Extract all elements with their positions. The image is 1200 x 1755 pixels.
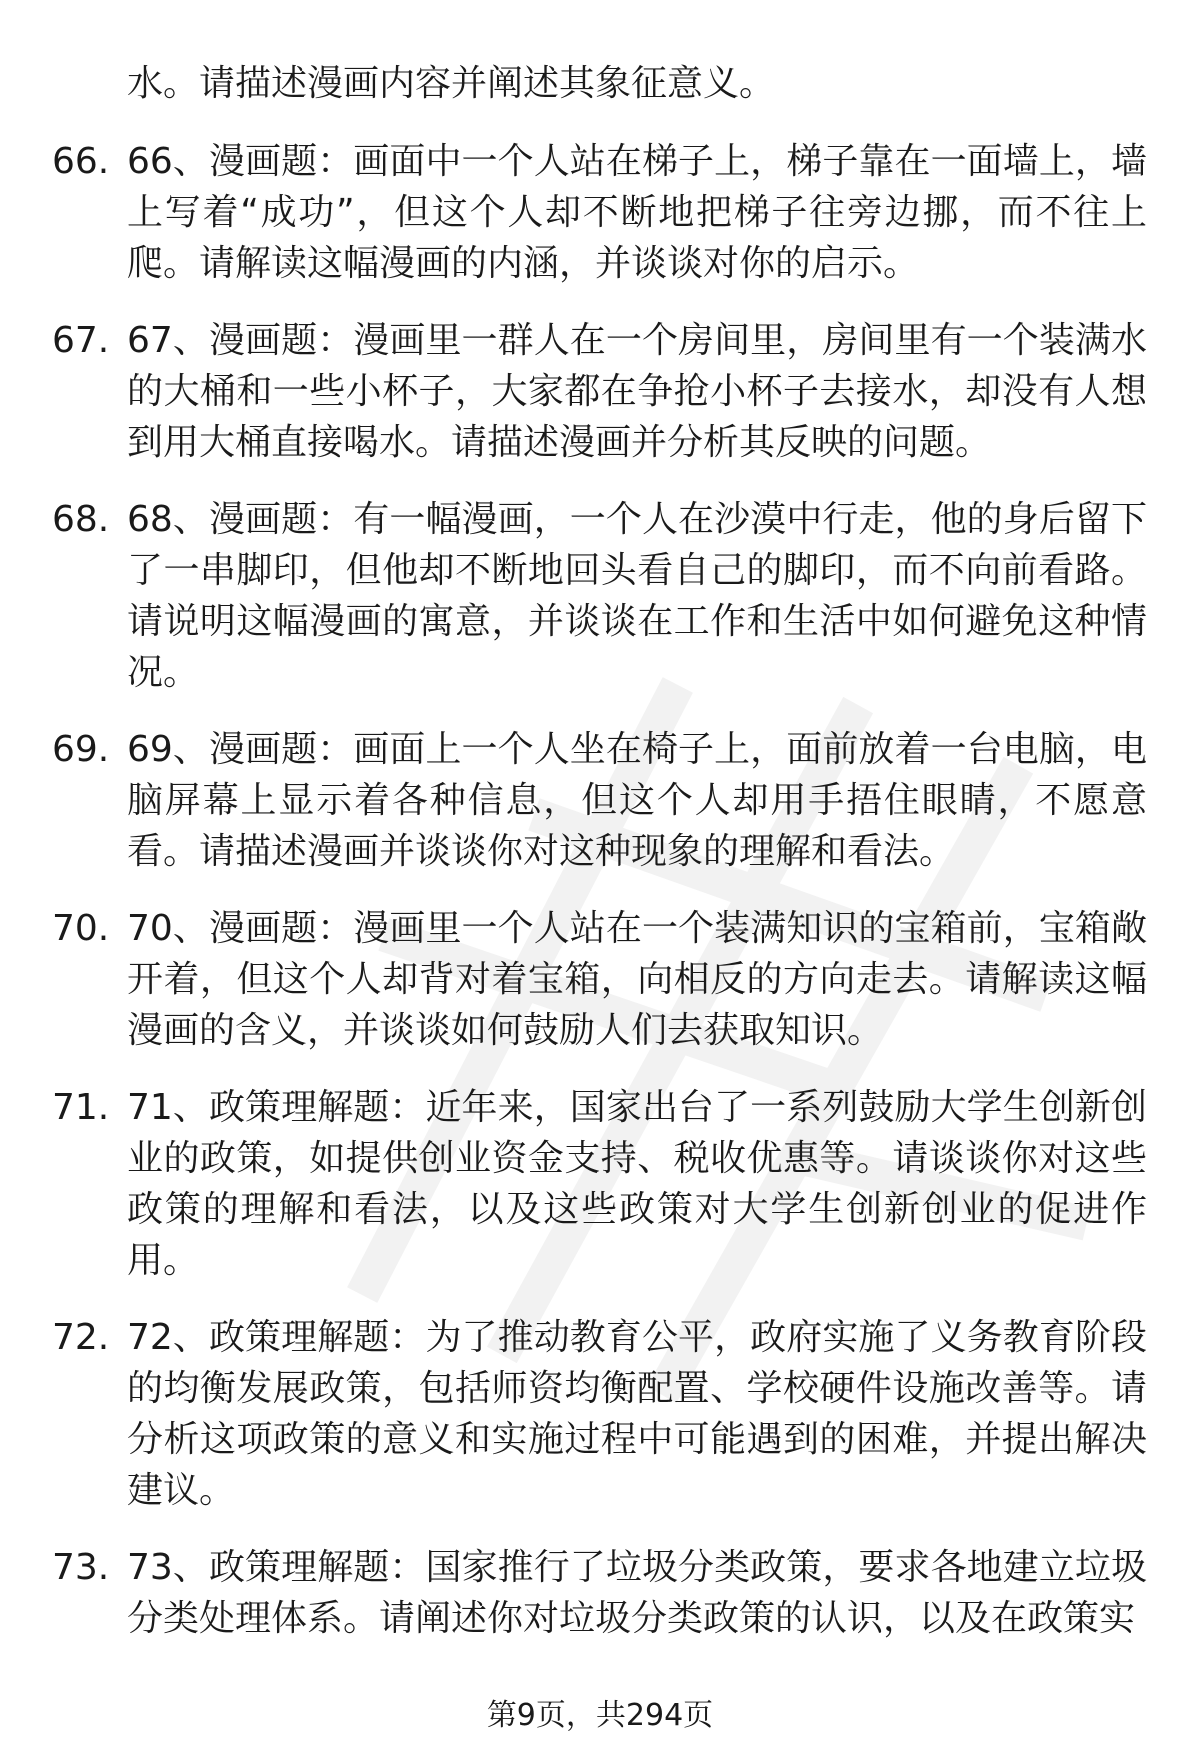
question-item: [52, 903, 1147, 1056]
question-item: [52, 494, 1147, 698]
question-item: [52, 136, 1147, 289]
question-number: 72.: [52, 1317, 110, 1358]
question-content: [52, 58, 1147, 1670]
question-number: 73.: [52, 1547, 110, 1588]
question-text: 67、漫画题：漫画里一群人在一个房间里，房间里有一个装满水的大桶和一些小杯子，大家都在争抢小杯子去接水，却没有人想到用大桶直接喝水。请描述漫画并分析其反映的问题。: [127, 320, 1147, 463]
question-text: 73、政策理解题：国家推行了垃圾分类政策，要求各地建立垃圾分类处理体系。请阐述你对垃圾分类政策的认识，以及在政策实: [127, 1547, 1147, 1639]
question-number: 69.: [52, 729, 110, 770]
question-item: [52, 1312, 1147, 1516]
question-text: 68、漫画题：有一幅漫画，一个人在沙漠中行走，他的身后留下了一串脚印，但他却不断地回头看自己的脚印，而不向前看路。请说明这幅漫画的寓意，并谈谈在工作和生活中如何避免这种情况。: [127, 499, 1147, 693]
question-text: 66、漫画题：画面中一个人站在梯子上，梯子靠在一面墙上，墙上写着“成功”，但这个人却不断地把梯子往旁边挪，而不往上爬。请解读这幅漫画的内涵，并谈谈对你的启示。: [127, 141, 1147, 284]
question-item: [52, 724, 1147, 877]
question-text: 70、漫画题：漫画里一个人站在一个装满知识的宝箱前，宝箱敞开着，但这个人却背对着宝箱，向相反的方向走去。请解读这幅漫画的含义，并谈谈如何鼓励人们去获取知识。: [127, 908, 1147, 1051]
question-text: 71、政策理解题：近年来，国家出台了一系列鼓励大学生创新创业的政策，如提供创业资金支持、税收优惠等。请谈谈你对这些政策的理解和看法，以及这些政策对大学生创新创业的促进作用。: [127, 1087, 1147, 1281]
question-text: 72、政策理解题：为了推动教育公平，政府实施了义务教育阶段的均衡发展政策，包括师资均衡配置、学校硬件设施改善等。请分析这项政策的意义和实施过程中可能遇到的困难，并提出解决建议。: [127, 1317, 1147, 1511]
question-number: 71.: [52, 1087, 110, 1128]
continued-text: 水。请描述漫画内容并阐述其象征意义。: [127, 63, 776, 104]
question-number: 66.: [52, 141, 110, 182]
page-footer: 第9页，共294页: [486, 1698, 714, 1733]
question-list: [52, 136, 1147, 1644]
question-text: 69、漫画题：画面上一个人坐在椅子上，面前放着一台电脑，电脑屏幕上显示着各种信息，但这个人却用手捂住眼睛，不愿意看。请描述漫画并谈谈你对这种现象的理解和看法。: [127, 729, 1147, 872]
question-number: 68.: [52, 499, 110, 540]
question-item: [52, 1082, 1147, 1286]
question-item: [52, 315, 1147, 468]
question-number: 70.: [52, 908, 110, 949]
question-number: 67.: [52, 320, 110, 361]
question-item: [52, 1542, 1147, 1644]
